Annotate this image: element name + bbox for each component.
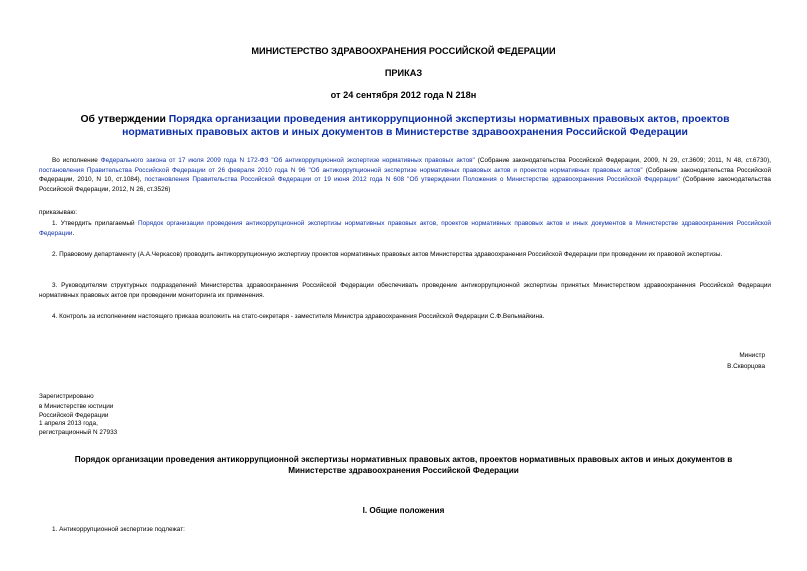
- order-title: [60, 113, 750, 139]
- preamble-text-2: (Собрание законодательства Российской Федерации, 2009, N 29, ст.3609; 2011, N 48, ст.6730),: [474, 157, 771, 164]
- preamble-link-federal-law[interactable]: Федерального закона от 17 июля 2009 года N 172-ФЗ "Об антикоррупционной экспертизе нормативных правовых актов": [100, 157, 475, 164]
- order-word: приказываю:: [39, 209, 77, 216]
- registration-line-5: регистрационный N 27933: [39, 428, 118, 436]
- order-item-4: 4. Контроль за исполнением настоящего приказа возложить на статс-секретаря - заместителя Министра здравоохранения Российской Федерации С.Ф.Вельмайкина.: [52, 313, 545, 320]
- order-item-2: 2. Правовому департаменту (А.А.Черкасов) проводить антикоррупционную экспертизу проектов нормативных правовых актов Министерства здравоохранения Российской Федерации при проведении их правовой экспертизы.: [52, 251, 723, 258]
- registration-block: [39, 393, 117, 437]
- appendix-item-1: 1. Антикоррупционной экспертизе подлежат:: [52, 526, 185, 533]
- item-1-link[interactable]: Порядок организации проведения антикоррупционной экспертизы нормативных правовых актов, проектов нормативных правовых актов и иных документов в Министерстве здравоохранения Российской Федерации: [39, 220, 771, 237]
- order-item-3: 3. Руководителям структурных подразделений Министерства здравоохранения Российской Федерации обеспечивать проведение антикоррупционной экспертизы принятых Министерством здравоохранения Российской Федерации нормативных правовых актов при проведении мониторинга их применения.: [39, 282, 771, 299]
- preamble-paragraph: [39, 156, 771, 194]
- preamble-link-resolution-608[interactable]: постановления Правительства Российской Федерации от 19 июня 2012 года N 608 "Об утверждении Положения о Министерстве здравоохранения Российской Федерации": [144, 176, 680, 184]
- registration-line-3: Российской Федерации: [39, 411, 109, 419]
- item-1-end: .: [72, 229, 75, 237]
- doc-type-heading: ПРИКАЗ: [384, 68, 423, 78]
- preamble-text-3: (Собрание законодательства Российской Федерации, 2010, N 10, ст.1084),: [39, 166, 772, 184]
- registration-line-4: 1 апреля 2013 года,: [39, 420, 98, 428]
- registration-line-2: в Министерстве юстиции: [39, 403, 114, 411]
- section-heading: I. Общие положения: [362, 506, 445, 515]
- signature-position: Министр: [739, 352, 765, 359]
- ministry-heading: МИНИСТЕРСТВО ЗДРАВООХРАНЕНИЯ РОССИЙСКОЙ ФЕДЕРАЦИИ: [251, 46, 556, 56]
- item-1-text: 1. Утвердить прилагаемый: [52, 220, 138, 227]
- preamble-text-4: (Собрание законодательства Российской Федерации, 2012, N 26, ст.3526): [39, 176, 771, 193]
- title-link[interactable]: Порядка организации проведения антикоррупционной экспертизы нормативных правовых актов, проектов нормативных правовых актов и иных документов в Министерстве здравоохранения Российской Федерации: [122, 114, 730, 138]
- preamble-text-1: Во исполнение: [52, 157, 101, 164]
- signature-name: В.Скворцова: [727, 363, 765, 370]
- registration-line-1: Зарегистрировано: [39, 393, 94, 400]
- title-prefix: Об утверждении: [80, 114, 169, 125]
- preamble-link-resolution-96[interactable]: постановления Правительства Российской Федерации от 26 февраля 2010 года N 96 "Об антикоррупционной экспертизе нормативных правовых актов и проектов нормативных правовых актов": [39, 166, 643, 174]
- appendix-title-line-1: Порядок организации проведения антикоррупционной экспертизы нормативных правовых актов, проектов нормативных правовых актов и иных документов в: [74, 455, 733, 464]
- order-item-1: [39, 219, 771, 238]
- appendix-title: [0, 454, 807, 476]
- appendix-title-line-2: Министерстве здравоохранения Российской Федерации: [288, 466, 519, 475]
- date-number: от 24 сентября 2012 года N 218н: [330, 90, 477, 100]
